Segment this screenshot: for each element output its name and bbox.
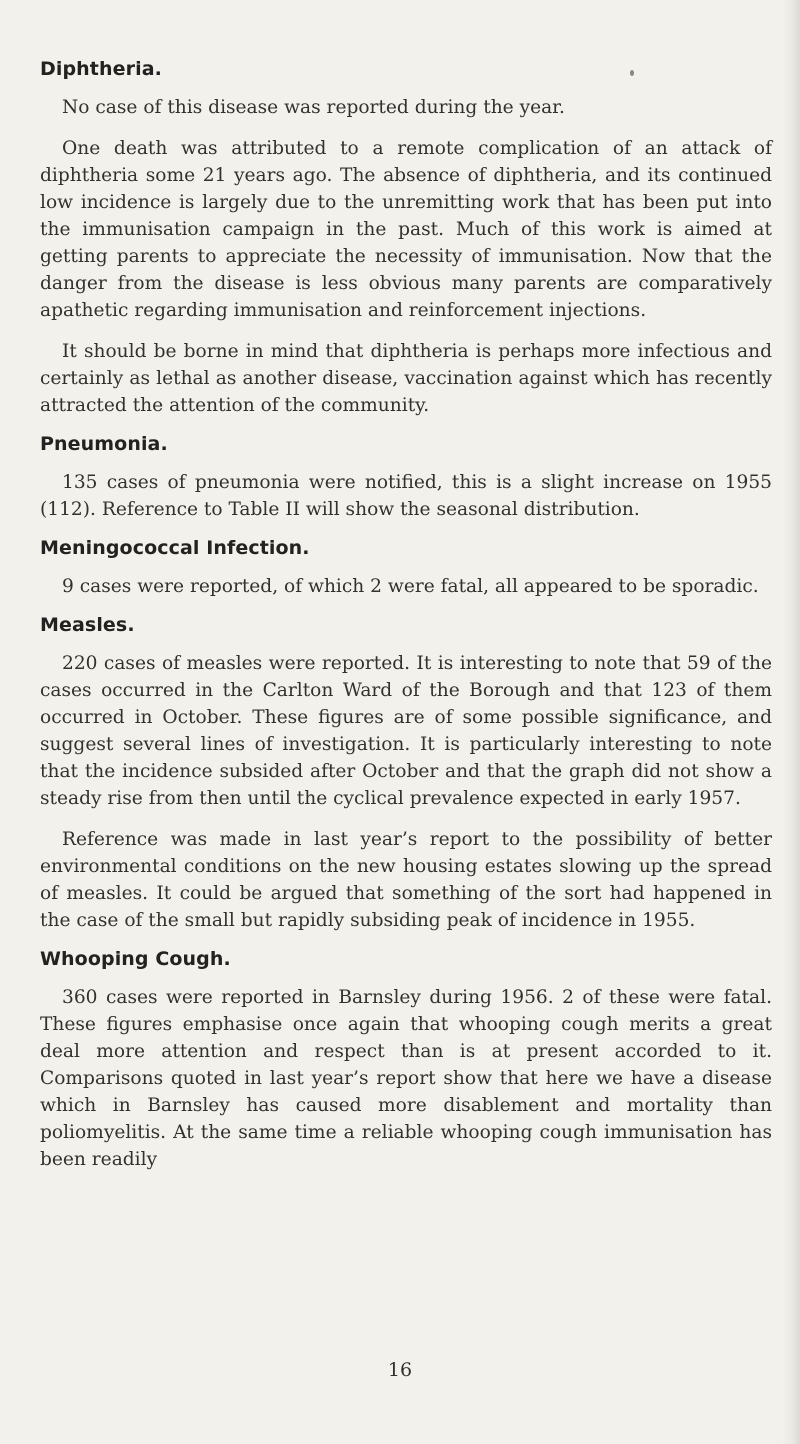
paragraph: 9 cases were reported, of which 2 were fatal, all appeared to be sporadic. xyxy=(62,576,759,597)
page-number: 16 xyxy=(387,1359,413,1381)
section-meningococcal-infection xyxy=(40,537,772,600)
paragraph: 135 cases of pneumonia were notified, this is a slight increase on 1955 (112). Reference to Table II will show the seasonal distribution. xyxy=(40,472,772,520)
paragraph: It should be borne in mind that diphtheria is perhaps more infectious and certainly as lethal as another disease, vaccination against which has recently attracted the attention of the community. xyxy=(40,341,772,416)
paragraph: Reference was made in last year’s report to the possibility of better environmental conditions on the new housing estates slowing up the spread of measles. It could be argued that something of the sort had happened in the case of the small but rapidly subsiding peak of incidence in 1955. xyxy=(40,829,772,931)
paragraph: 220 cases of measles were reported. It is interesting to note that 59 of the cases occurred in the Carlton Ward of the Borough and that 123 of them occurred in October. These figures are of some possible significance, and suggest several lines of investigation. It is particularly interesting to note that the incidence subsided after October and that the graph did not show a steady rise from then until the cyclical prevalence expected in early 1957. xyxy=(40,653,772,809)
section-heading: Pneumonia. xyxy=(40,433,168,455)
section-heading: Whooping Cough. xyxy=(40,948,231,970)
paragraph: One death was attributed to a remote complication of an attack of diphtheria some 21 years ago. The absence of diphtheria, and its continued low incidence is largely due to the unremitting work that has been put into the immunisation campaign in the past. Much of this work is aimed at getting parents to appreciate the necessity of immunisation. Now that the danger from the disease is less obvious many parents are comparatively apathetic regarding immunisation and reinforcement injections. xyxy=(40,138,772,321)
scan-edge-shadow xyxy=(782,0,800,1444)
paragraph: No case of this disease was reported during the year. xyxy=(62,97,565,118)
scan-speck xyxy=(630,70,634,76)
section-diphtheria xyxy=(40,58,772,419)
section-whooping-cough xyxy=(40,948,772,1173)
section-measles xyxy=(40,614,772,934)
section-heading: Measles. xyxy=(40,614,135,636)
paragraph: 360 cases were reported in Barnsley during 1956. 2 of these were fatal. These figures emphasise once again that whooping cough merits a great deal more attention and respect than is at present accorded to it. Comparisons quoted in last year’s report show that here we have a disease which in Barnsley has caused more disablement and mortality than poliomyelitis. At the same time a reliable whooping cough immunisation has been readily xyxy=(40,987,772,1170)
section-pneumonia xyxy=(40,433,772,523)
section-heading: Meningococcal Infection. xyxy=(40,537,310,559)
section-heading: Diphtheria. xyxy=(40,58,162,80)
